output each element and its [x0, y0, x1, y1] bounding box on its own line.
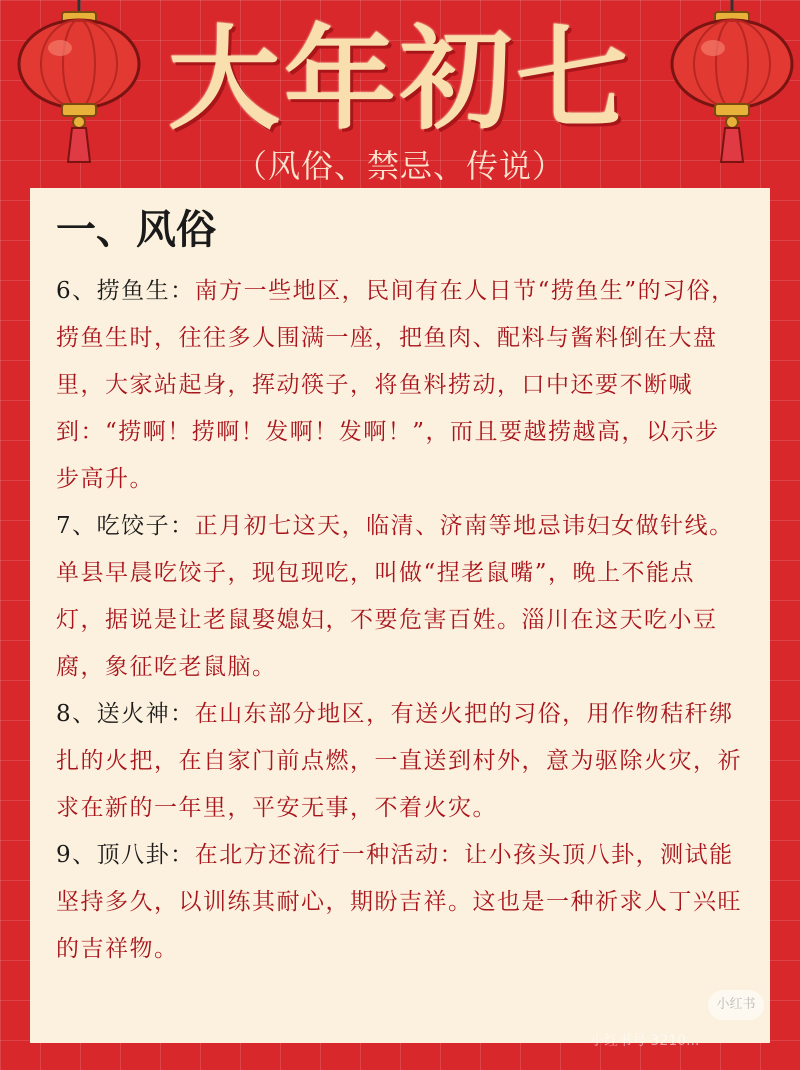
item-label: 7、吃饺子： [56, 513, 195, 539]
item-label: 8、送火神： [56, 701, 195, 727]
page-subtitle: （风俗、禁忌、传说） [234, 147, 565, 185]
page-title: 大年初七 [168, 15, 632, 145]
custom-item-6 [56, 268, 744, 503]
watermark-id: 小红书号 3210... [590, 1033, 700, 1049]
item-label: 9、顶八卦： [56, 842, 195, 868]
item-body: 南方一些地区，民间有在人日节“捞鱼生”的习俗，捞鱼生时，往往多人围满一座，把鱼肉、配料与酱料倒在大盘里，大家站起身，挥动筷子，将鱼料捞动，口中还要不断喊到：“捞啊！捞啊！发啊！发啊！”，而且要越捞越高，以示步步高升。 [56, 278, 736, 492]
item-label: 6、捞鱼生： [56, 278, 195, 304]
custom-item-7 [56, 503, 744, 691]
item-body: 在北方还流行一种活动：让小孩头顶八卦，测试能坚持多久，以训练其耐心，期盼吉祥。这也是一种祈求人丁兴旺的吉祥物。 [56, 842, 742, 962]
item-body: 在山东部分地区，有送火把的习俗，用作物秸秆绑扎的火把，在自家门前点燃，一直送到村外，意为驱除火灾，祈求在新的一年里，平安无事，不着火灾。 [56, 701, 742, 821]
custom-item-9 [56, 832, 744, 973]
xiaohongshu-logo-watermark: 小红书 [708, 990, 764, 1020]
custom-item-8 [56, 691, 744, 832]
item-body: 正月初七这天，临清、济南等地忌讳妇女做针线。单县早晨吃饺子，现包现吃，叫做“捏老鼠嘴”，晚上不能点灯，据说是让老鼠娶媳妇，不要危害百姓。淄川在这天吃小豆腐，象征吃老鼠脑。 [56, 513, 734, 680]
content-card [30, 188, 770, 1043]
section-heading: 一、风俗 [56, 207, 216, 253]
